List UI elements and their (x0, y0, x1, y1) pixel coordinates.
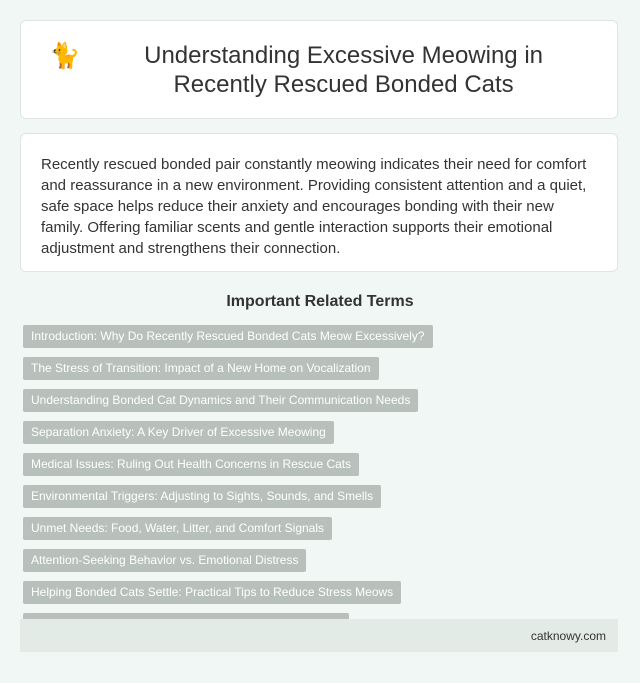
related-term-tag[interactable]: Attention-Seeking Behavior vs. Emotional Distress (23, 549, 306, 572)
related-terms-list (23, 325, 623, 636)
summary-text: Recently rescued bonded pair constantly meowing indicates their need for comfort and reassurance in a new environment. Providing consistent attention and a quiet, safe space helps reduce their anxiety and encourages bonding with their new family. Offering familiar scents and gentle interaction supports their emotional adjustment and strengthens their connection. (41, 156, 587, 257)
related-terms-heading: Important Related Terms (226, 293, 414, 310)
related-term-tag[interactable]: Understanding Bonded Cat Dynamics and Their Communication Needs (23, 389, 418, 412)
related-term-tag[interactable]: Helping Bonded Cats Settle: Practical Tips to Reduce Stress Meows (23, 581, 401, 604)
related-term-tag[interactable]: Introduction: Why Do Recently Rescued Bonded Cats Meow Excessively? (23, 325, 433, 348)
related-term-tag[interactable]: The Stress of Transition: Impact of a New Home on Vocalization (23, 357, 379, 380)
page-title: Understanding Excessive Meowing in Recently Rescued Bonded Cats (144, 41, 543, 98)
related-term-tag[interactable]: Unmet Needs: Food, Water, Litter, and Comfort Signals (23, 517, 332, 540)
related-term-tag[interactable]: Separation Anxiety: A Key Driver of Excessive Meowing (23, 421, 334, 444)
title-wrap (49, 41, 589, 99)
title-card (20, 20, 618, 119)
footer-site-link[interactable]: catknowy.com (530, 628, 606, 643)
footer (20, 619, 618, 652)
summary-card (20, 133, 618, 272)
related-term-tag[interactable]: Environmental Triggers: Adjusting to Sights, Sounds, and Smells (23, 485, 381, 508)
related-term-tag[interactable]: Medical Issues: Ruling Out Health Concerns in Rescue Cats (23, 453, 359, 476)
cat-icon: 🐈 (49, 40, 81, 70)
